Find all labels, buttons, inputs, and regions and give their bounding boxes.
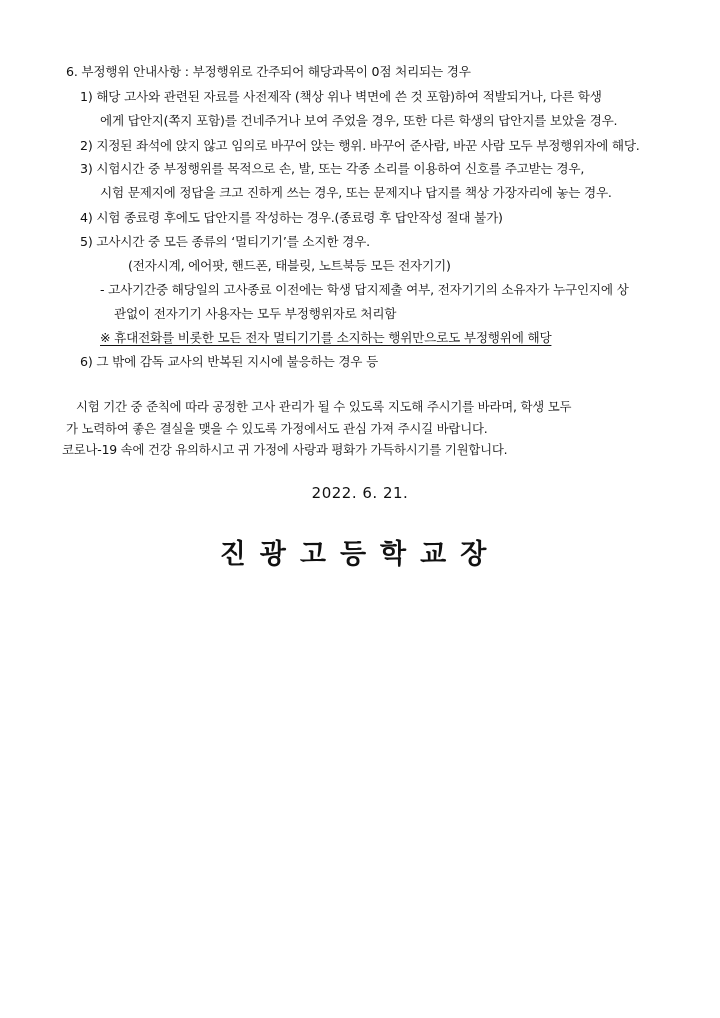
rule-item-5-note-line-1: - 고사기간중 해당일의 고사종료 이전에는 학생 답지제출 여부, 전자기기의 소유자가 누구인지에 상 <box>100 282 629 297</box>
school-principal-signature: 진광고등학교장 <box>219 539 501 570</box>
rule-item-4: 4) 시험 종료령 후에도 답안지를 작성하는 경우.(종료령 후 답안작성 절대 불가) <box>80 210 503 225</box>
rule-item-2: 2) 지정된 좌석에 앉지 않고 임의로 바꾸어 앉는 행위. 바꾸어 준사람, 바꾼 사람 모두 부정행위자에 해당. <box>80 138 640 153</box>
rule-item-5-devices: (전자시계, 에어팟, 핸드폰, 태블릿, 노트북등 모든 전자기기) <box>128 258 451 273</box>
rule-item-1-line-1: 1) 해당 고사와 관련된 자료를 사전제작 (책상 위나 벽면에 쓴 것 포함)하여 적발되거나, 다른 학생 <box>80 89 602 104</box>
rule-item-1-line-2: 에게 답안지(쪽지 포함)를 건네주거나 보여 주었을 경우, 또한 다른 학생의 답안지를 보았을 경우. <box>100 113 618 128</box>
closing-wishes: 코로나-19 속에 건강 유의하시고 귀 가정에 사랑과 평화가 가득하시기를 기원합니다. <box>62 442 508 457</box>
rule-item-5-note-line-2: 관없이 전자기기 사용자는 모두 부정행위자로 처리함 <box>114 306 397 321</box>
rule-item-3-line-1: 3) 시험시간 중 부정행위를 목적으로 손, 발, 또는 각종 소리를 이용하여 신호를 주고받는 경우, <box>80 161 585 176</box>
rule-item-5-warning: ※ 휴대전화를 비롯한 모든 전자 멀티기기를 소지하는 행위만으로도 부정행위에 해당 <box>100 330 552 345</box>
closing-paragraph-line-1: 시험 기간 중 준칙에 따라 공정한 고사 관리가 될 수 있도록 지도해 주시기를 바라며, 학생 모두 <box>76 399 572 414</box>
rule-item-3-line-2: 시험 문제지에 정답을 크고 진하게 쓰는 경우, 또는 문제지나 답지를 책상 가장자리에 놓는 경우. <box>100 185 612 200</box>
closing-paragraph-line-2: 가 노력하여 좋은 결실을 맺을 수 있도록 가정에서도 관심 가져 주시길 바랍니다. <box>66 421 488 436</box>
document-date: 2022. 6. 21. <box>311 484 409 502</box>
section-heading: 6. 부정행위 안내사항 : 부정행위로 간주되어 해당과목이 0점 처리되는 경우 <box>66 64 471 79</box>
rule-item-5: 5) 고사시간 중 모든 종류의 ‘멀티기기’를 소지한 경우. <box>80 234 370 249</box>
rule-item-6: 6) 그 밖에 감독 교사의 반복된 지시에 불응하는 경우 등 <box>80 354 379 369</box>
